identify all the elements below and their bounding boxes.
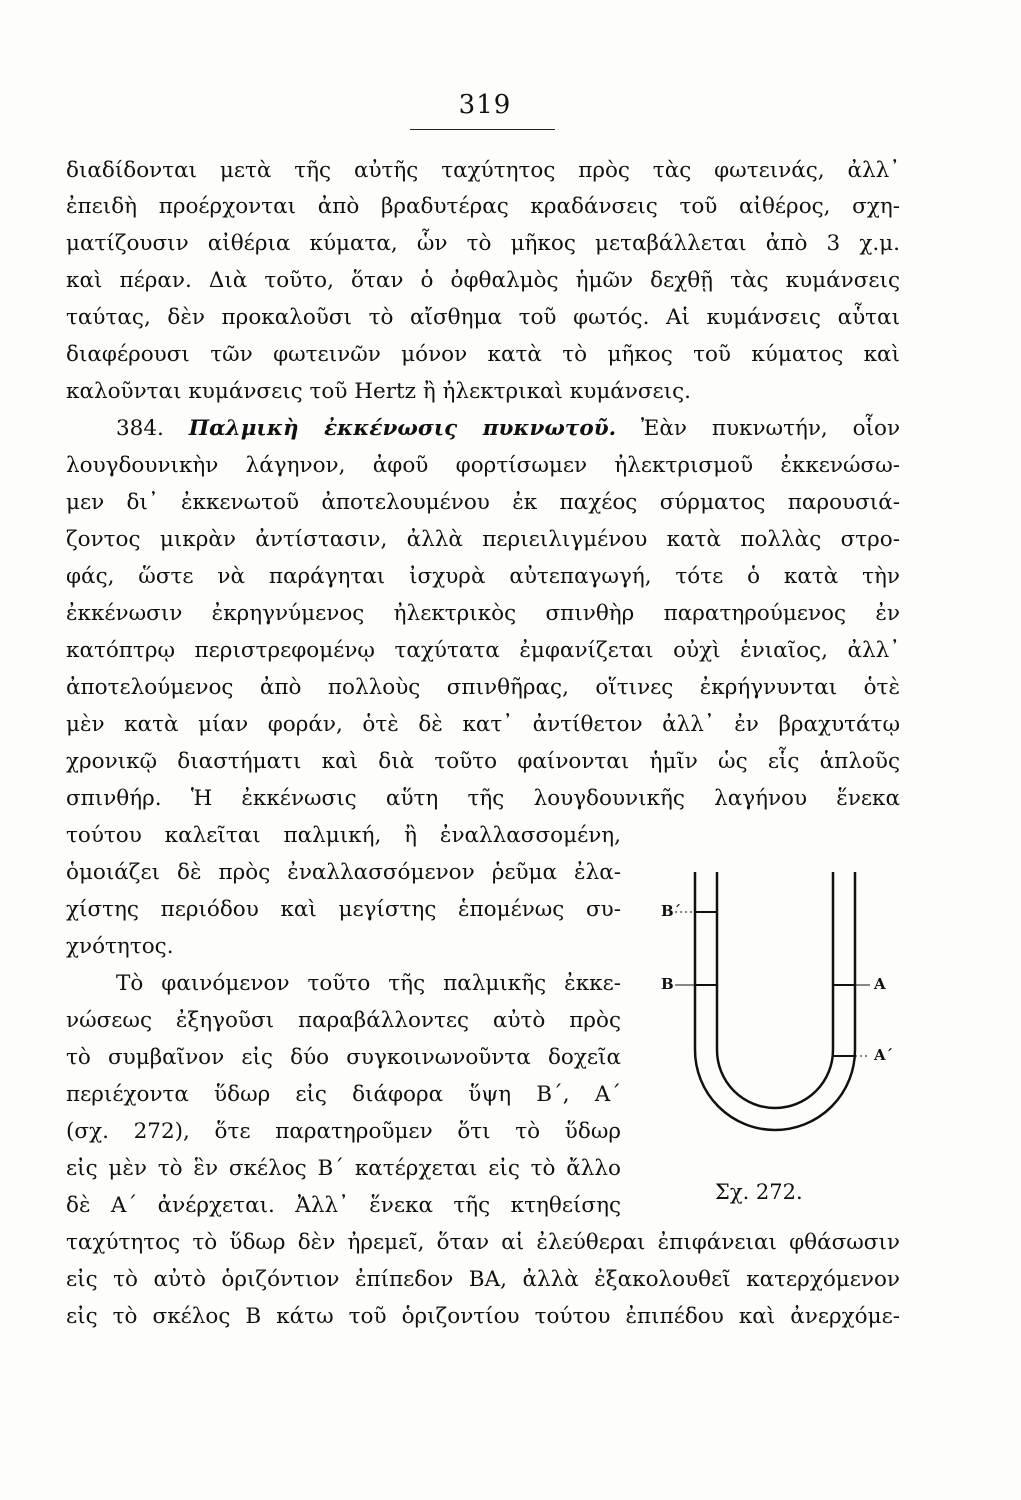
section-title: Παλμικὴ ἐκκένωσις πυκνωτοῦ. <box>188 416 617 441</box>
text-line: εἰς τὸ αὐτὸ ὁριζόντιον ἐπίπεδον ΒΑ, ἀλλὰ ἐξακολουθεῖ κατερχόμενον <box>66 1267 900 1292</box>
text-line: ἀποτελούμενος ἀπὸ πολλοὺς σπινθῆρας, οἵτινες ἐκρήγνυνται ὁτὲ <box>66 675 900 700</box>
text-line: εἰς μὲν τὸ ἓν σκέλος Β΄ κατέρχεται εἰς τὸ ἄλλο <box>66 1156 621 1181</box>
text-line: χρονικῷ διαστήματι καὶ διὰ τοῦτο φαίνονται ἡμῖν ὡς εἷς ἁπλοῦς <box>66 749 900 774</box>
text-line: δὲ Α΄ ἀνέρχεται. Ἀλλ᾽ ἕνεκα τῆς κτηθείσης <box>66 1193 621 1218</box>
u-tube-outer-wall <box>695 872 855 1130</box>
text-line: ματίζουσιν αἰθέρια κύματα, ὧν τὸ μῆκος μεταβάλλεται ἀπὸ 3 χ.μ. <box>66 231 900 256</box>
u-tube-inner-wall <box>717 872 833 1108</box>
section-number: 384. <box>116 416 164 441</box>
text-line: ταχύτητος τὸ ὕδωρ δὲν ἠρεμεῖ, ὅταν αἱ ἐλεύθεραι ἐπιφάνειαι φθάσωσιν <box>66 1230 900 1255</box>
label-b-prime: Β΄ <box>661 902 682 920</box>
figure-u-tube <box>655 860 895 1150</box>
text-line: ταύτας, δὲν προκαλοῦσι τὸ αἴσθημα τοῦ φωτός. Αἱ κυμάνσεις αὗται <box>66 305 900 330</box>
text-line: ἐκκένωσιν ἐκρηγνύμενος ἠλεκτρικὸς σπινθὴρ παρατηρούμενος ἐν <box>66 601 900 626</box>
u-tube-diagram <box>655 860 895 1150</box>
text-line: μεν δι᾽ ἐκκενωτοῦ ἀποτελουμένου ἐκ παχέος σύρματος παρουσιά- <box>66 490 900 515</box>
text-line: εἰς τὸ σκέλος Β κάτω τοῦ ὁριζοντίου τούτου ἐπιπέδου καὶ ἀνερχόμε- <box>66 1304 900 1329</box>
text-line: περιέχοντα ὕδωρ εἰς διάφορα ὕψη Β΄, Α΄ <box>66 1082 621 1107</box>
text-line: τὸ συμβαῖνον εἰς δύο συγκοινωνοῦντα δοχεῖα <box>66 1045 621 1070</box>
text-line: φάς, ὥστε νὰ παράγηται ἰσχυρὰ αὐτεπαγωγή, τότε ὁ κατὰ τὴν <box>66 564 900 589</box>
label-a: Α <box>874 975 886 993</box>
label-a-prime: Α΄ <box>874 1046 894 1064</box>
text-line: λουγδουνικὴν λάγηνον, ἀφοῦ φορτίσωμεν ἠλεκτρισμοῦ ἐκκενώσω- <box>66 453 900 478</box>
text-line: τούτου καλεῖται παλμική, ἢ ἐναλλασσομένη, <box>66 823 621 848</box>
section-heading-line <box>66 414 900 444</box>
text-line: διαφέρουσι τῶν φωτεινῶν μόνον κατὰ τὸ μῆκος τοῦ κύματος καὶ <box>66 342 900 367</box>
text-line: χνότητος. <box>66 934 174 959</box>
text-line: ζοντος μικρὰν ἀντίστασιν, ἀλλὰ περιειλιγμένου κατὰ πολλὰς στρο- <box>66 527 900 552</box>
text-line: Τὸ φαινόμενον τοῦτο τῆς παλμικῆς ἐκκε- <box>116 971 621 996</box>
figure-caption: Σχ. 272. <box>715 1180 803 1204</box>
text-line: κατόπτρῳ περιστρεφομένῳ ταχύτατα ἐμφανίζεται οὐχὶ ἑνιαῖος, ἀλλ᾽ <box>66 638 900 663</box>
text-line: (σχ. 272), ὅτε παρατηροῦμεν ὅτι τὸ ὕδωρ <box>66 1119 621 1144</box>
label-b: Β <box>661 975 674 993</box>
section-first-line-text: Ἐὰν πυκνωτήν, οἷον <box>641 416 901 441</box>
page-number: 319 <box>458 90 512 120</box>
text-line: καὶ πέραν. Διὰ τοῦτο, ὅταν ὁ ὀφθαλμὸς ἡμῶν δεχθῇ τὰς κυμάνσεις <box>66 268 900 293</box>
text-line: ὁμοιάζει δὲ πρὸς ἐναλλασσόμενον ῥεῦμα ἐλα- <box>66 860 621 885</box>
text-line: διαδίδονται μετὰ τῆς αὐτῆς ταχύτητος πρὸς τὰς φωτεινάς, ἀλλ᾽ <box>66 158 900 183</box>
header-rule <box>410 129 555 130</box>
text-line: σπινθήρ. Ἡ ἐκκένωσις αὕτη τῆς λουγδουνικῆς λαγήνου ἕνεκα <box>66 786 900 811</box>
text-line: μὲν κατὰ μίαν φοράν, ὁτὲ δὲ κατ᾽ ἀντίθετον ἀλλ᾽ ἐν βραχυτάτῳ <box>66 712 900 737</box>
text-line: καλοῦνται κυμάνσεις τοῦ Hertz ἢ ἠλεκτρικαὶ κυμάνσεις. <box>66 379 692 404</box>
text-line: χίστης περιόδου καὶ μεγίστης ἑπομένως συ- <box>66 897 621 922</box>
text-line: νώσεως ἐξηγοῦσι παραβάλλοντες αὐτὸ πρὸς <box>66 1008 621 1033</box>
text-line: ἐπειδὴ προέρχονται ἀπὸ βραδυτέρας κραδάνσεις τοῦ αἰθέρος, σχη- <box>66 194 900 219</box>
